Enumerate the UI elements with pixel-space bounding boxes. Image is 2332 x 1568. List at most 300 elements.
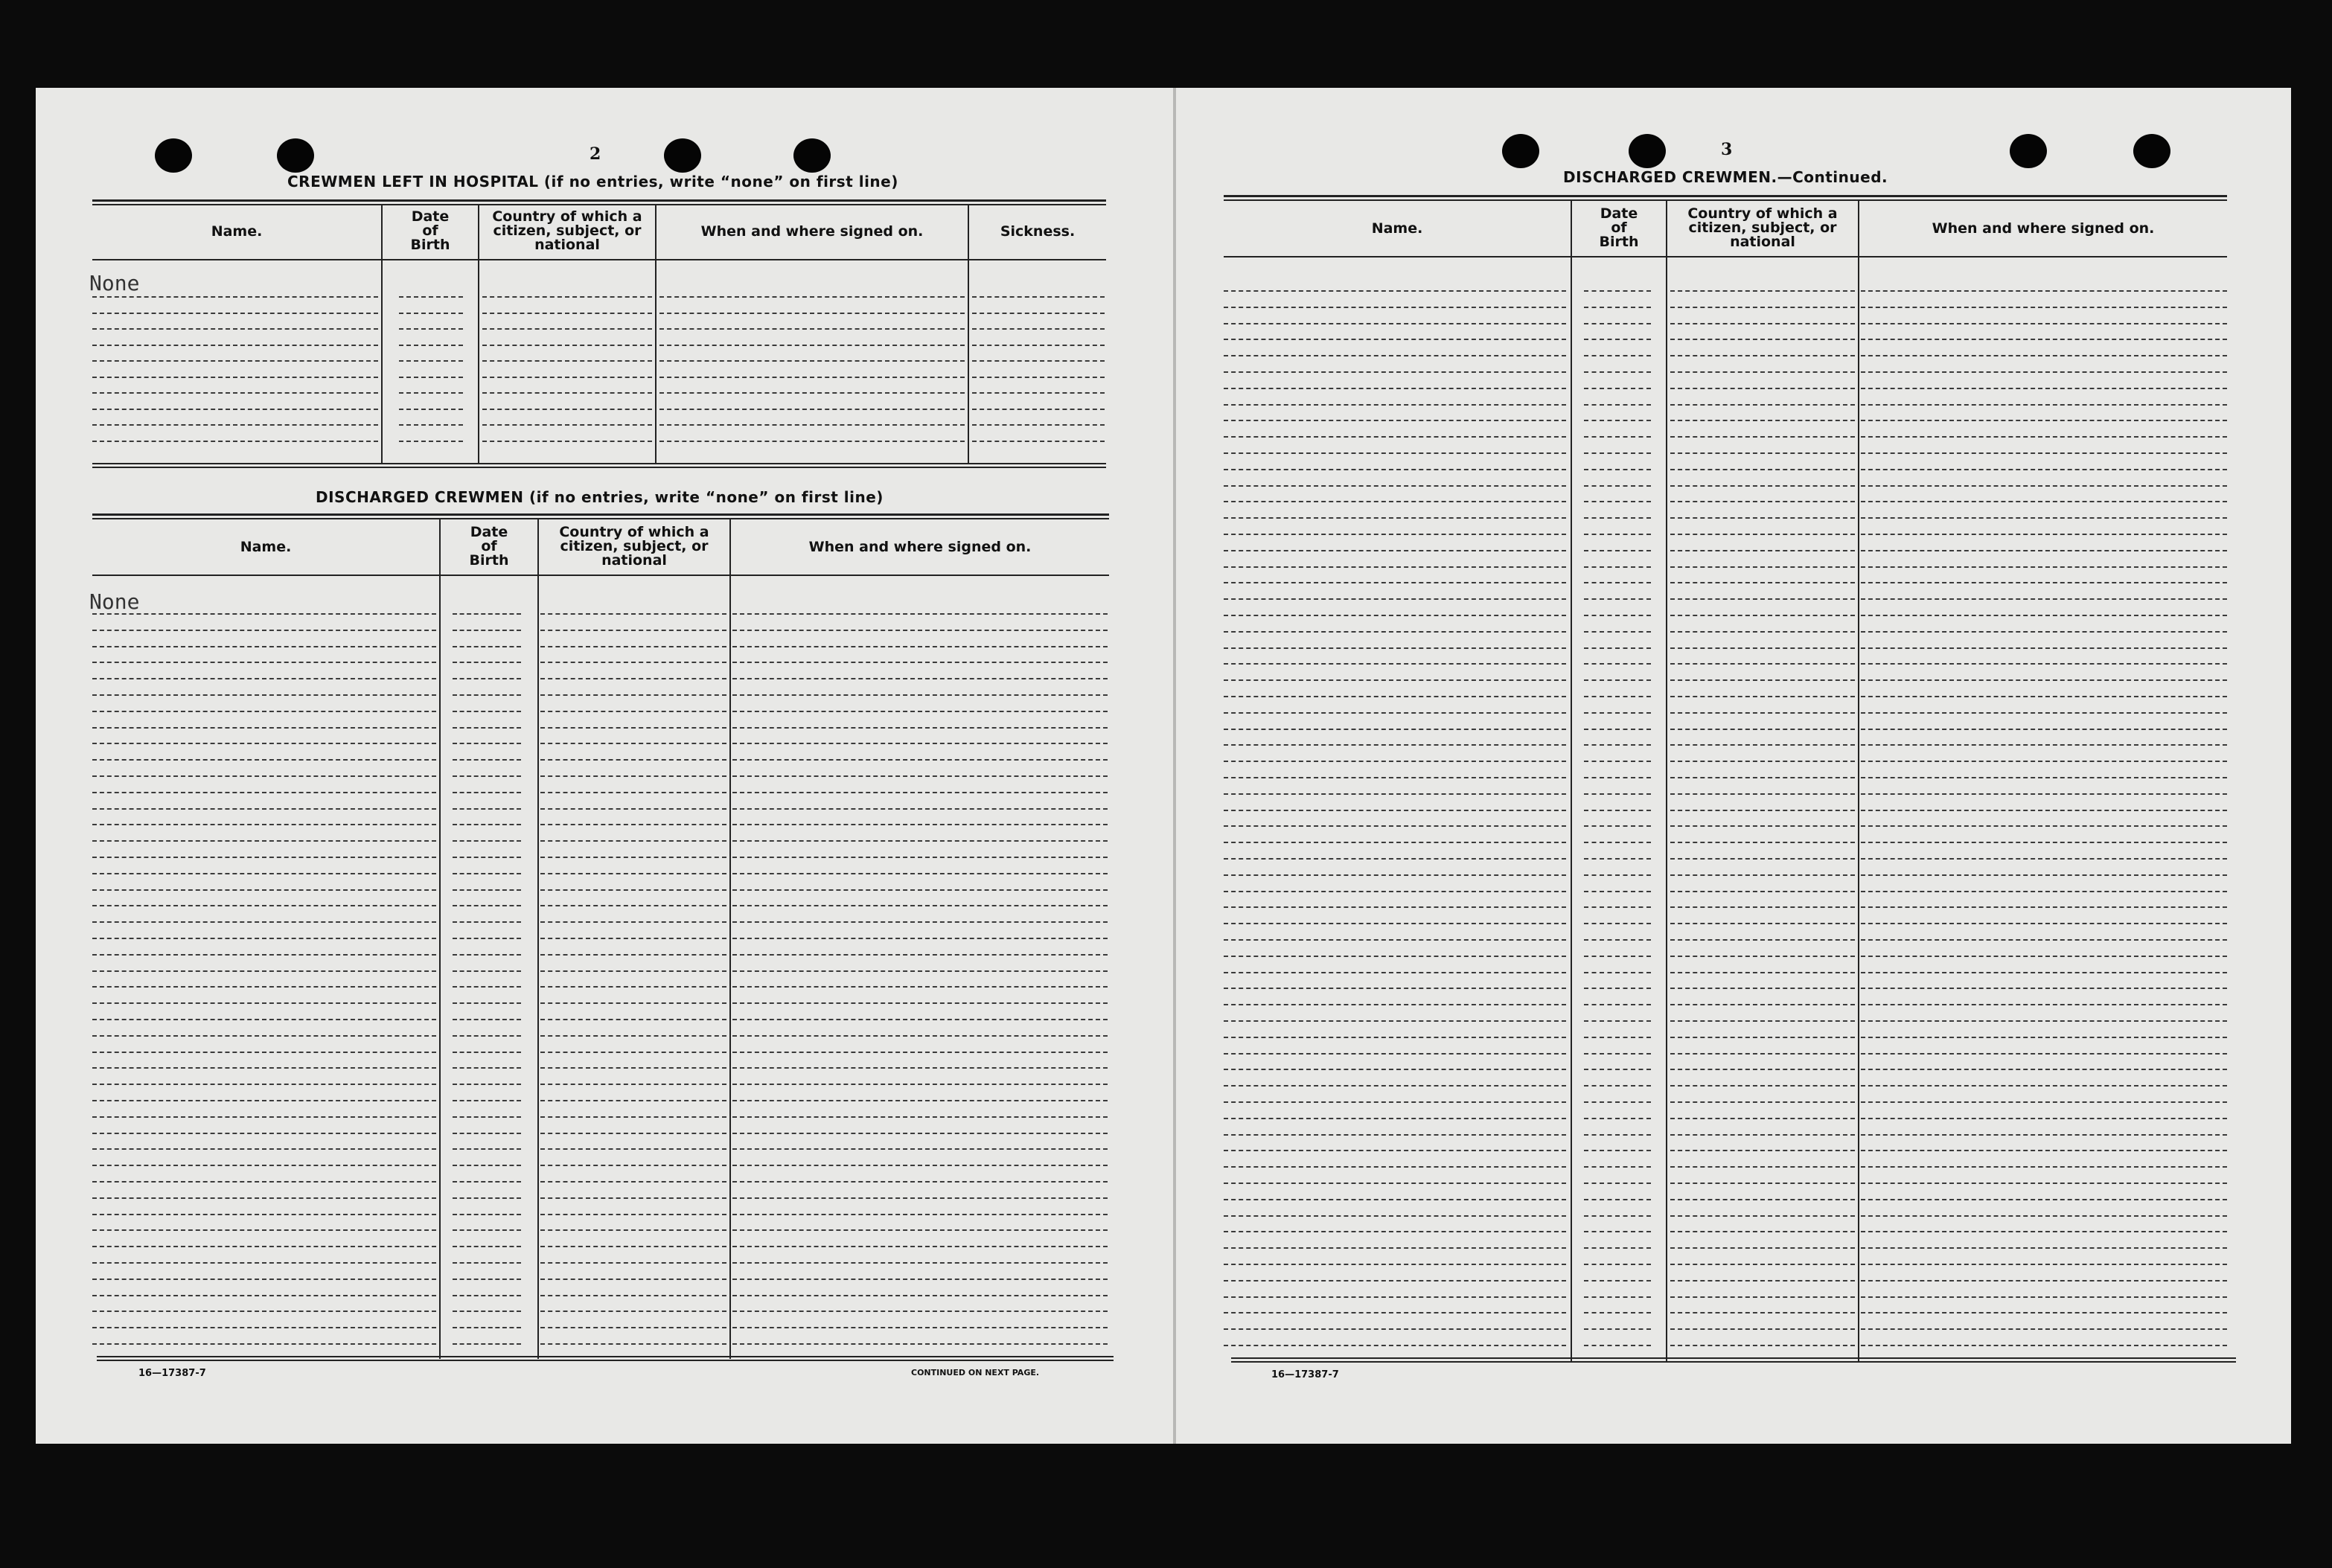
entry-line [482,345,652,346]
entry-line [1670,1199,1855,1200]
entry-line [453,1181,521,1183]
entry-line [1861,1150,2227,1151]
entry-line [1670,891,1855,892]
entry-line [92,743,436,744]
entry-line [1670,566,1855,568]
entry-line [659,328,965,330]
entry-line [453,792,521,793]
entry-line [1584,1280,1651,1281]
entry-line [1670,679,1855,681]
entry-line [1670,1345,1855,1346]
entry-line [1584,1069,1651,1070]
entry-line [1584,534,1651,535]
entry-line [1224,582,1566,583]
entry-line [732,986,1108,988]
entry-line [1584,712,1651,714]
entry-line [453,1116,521,1118]
entry-line [732,1229,1108,1231]
entry-line [453,857,521,858]
entry-line [732,889,1108,891]
entry-line [1584,956,1651,957]
entry-line [1861,988,2227,989]
entry-line [399,360,463,362]
entry-line [1584,323,1651,324]
entry-line [1224,501,1566,502]
entry-line [1584,1037,1651,1038]
entry-line [1861,874,2227,876]
entry-line [399,328,463,330]
entry-line [540,1100,726,1101]
entry-line [1224,1134,1566,1136]
entry-line [1861,371,2227,373]
entry-line [1584,1020,1651,1022]
entry-line [1670,598,1855,600]
entry-line [1584,485,1651,487]
entry-line [732,727,1108,729]
entry-line [1861,712,2227,714]
entry-line [972,392,1105,394]
entry-line [1861,501,2227,502]
entry-line [399,345,463,346]
entry-line [1224,323,1566,324]
entry-line [732,938,1108,939]
entry-line [732,1100,1108,1101]
entry-line [1584,436,1651,438]
entry-line [1861,388,2227,389]
entry-line [92,792,436,793]
entry-line [732,1214,1108,1215]
entry-line [1861,939,2227,941]
entry-line [1224,615,1566,616]
entry-line [1861,339,2227,340]
entry-line [1224,290,1566,292]
entry-line [1670,1215,1855,1217]
form-number: 16—17387-7 [1271,1369,1339,1380]
bottom-rule [97,1360,1114,1361]
entry-line [1584,663,1651,665]
entry-line [1861,1101,2227,1103]
entry-line [92,938,436,939]
entry-line [1861,1328,2227,1330]
entry-line [453,1052,521,1053]
entry-line [453,1165,521,1166]
entry-line [1670,663,1855,665]
entry-line [1584,290,1651,292]
entry-line [1224,1150,1566,1151]
entry-line [1670,1183,1855,1184]
entry-line [1670,906,1855,908]
entry-line [92,296,378,298]
entry-line [1584,631,1651,633]
entry-line [453,1343,521,1345]
entry-line [1584,923,1651,924]
entry-line [1861,1134,2227,1136]
entry-line [92,727,436,729]
entry-line [453,759,521,761]
entry-line [972,313,1105,314]
entry-line [540,1035,726,1037]
entry-line [540,1327,726,1328]
entry-line [453,1100,521,1101]
entry-line [92,1197,436,1199]
entry-line [732,857,1108,858]
entry-line [453,694,521,696]
entry-line [1584,1345,1651,1346]
header-rule [1224,256,2227,257]
hospital-section-title: CREWMEN LEFT IN HOSPITAL (if no entries, write “none” on first line) [287,173,898,191]
column-header-country: Country of which a citizen, subject, or national [559,524,709,569]
entry-line [92,441,378,442]
entry-line [1861,1231,2227,1232]
entry-line [92,905,436,906]
entry-line [92,1214,436,1215]
entry-line [1584,615,1651,616]
entry-line [1224,1020,1566,1022]
entry-line [1861,696,2227,697]
entry-line [732,954,1108,956]
entry-line [453,986,521,988]
entry-line [1224,956,1566,957]
entry-line [1861,1296,2227,1298]
entry-line [659,424,965,426]
entry-line [540,1279,726,1280]
punch-hole [277,138,314,173]
entry-line [1224,663,1566,665]
entry-line [482,296,652,298]
entry-line [1670,1020,1855,1022]
entry-line [732,711,1108,712]
entry-line [1584,404,1651,406]
entry-line [1861,679,2227,681]
entry-line [453,613,521,615]
entry-line [1584,1085,1651,1087]
entry-line [1224,858,1566,860]
entry-line [732,808,1108,810]
entry-line [732,824,1108,825]
column-divider [968,204,969,464]
entry-line [540,873,726,874]
entry-line [732,1246,1108,1247]
entry-line [1670,1280,1855,1281]
entry-line [1670,696,1855,697]
entry-line [1670,825,1855,827]
entry-line [1224,988,1566,989]
entry-line [1861,566,2227,568]
entry-line [1861,598,2227,600]
entry-line [1670,323,1855,324]
entry-line [1670,1004,1855,1005]
entry-line [732,1133,1108,1134]
entry-line [92,1165,436,1166]
entry-line [540,743,726,744]
entry-line [732,1343,1108,1345]
entry-line [92,1116,436,1118]
entry-line [1670,1328,1855,1330]
entry-line [1224,404,1566,406]
entry-line [1584,810,1651,811]
entry-line [1861,1166,2227,1168]
entry-line [92,313,378,314]
entry-line [1584,355,1651,356]
entry-line [92,1067,436,1069]
entry-line [1224,891,1566,892]
entry-line [1861,956,2227,957]
entry-line [1861,777,2227,778]
entry-line [1584,550,1651,551]
entry-line [540,727,726,729]
entry-line [1224,534,1566,535]
entry-line [453,711,521,712]
entry-line [732,921,1108,923]
entry-line [1224,1069,1566,1070]
column-header-dob: Date of Birth [469,524,509,569]
entry-line [1584,842,1651,843]
entry-line [92,775,436,777]
entry-line [972,424,1105,426]
entry-line [1861,1312,2227,1313]
entry-line [540,921,726,923]
entry-line [1861,1215,2227,1217]
entry-line [540,630,726,631]
entry-line [1224,307,1566,308]
entry-line [540,1148,726,1150]
entry-line [1670,388,1855,389]
entry-line [1670,729,1855,730]
entry-line [732,970,1108,972]
header-rule [92,259,1106,260]
column-header-signed-on: When and where signed on. [700,223,924,240]
entry-line [1584,777,1651,778]
entry-line [1224,761,1566,762]
entry-line [1224,1296,1566,1298]
entry-line [453,921,521,923]
entry-line [1861,825,2227,827]
entry-line [1224,1264,1566,1265]
entry-line [92,1279,436,1280]
entry-line [1670,452,1855,454]
entry-line [1584,1199,1651,1200]
entry-line [453,678,521,679]
entry-line [1224,469,1566,470]
entry-line [540,759,726,761]
entry-line [1584,858,1651,860]
punch-hole [2133,134,2170,168]
entry-line [540,1311,726,1312]
punch-hole [793,138,831,173]
entry-line [1584,582,1651,583]
entry-line [92,921,436,923]
entry-line [92,1052,436,1053]
entry-line [92,986,436,988]
entry-line [972,409,1105,410]
entry-line [1224,1231,1566,1232]
entry-line [1224,923,1566,924]
entry-line [1224,566,1566,568]
entry-line [732,613,1108,615]
punch-hole [155,138,192,173]
entry-line [1861,858,2227,860]
column-header-signed-on: When and where signed on. [1932,220,2155,237]
entry-line [1670,874,1855,876]
punch-hole [1629,134,1666,168]
entry-line [92,678,436,679]
entry-line [1224,842,1566,843]
entry-line [92,694,436,696]
entry-line [1861,972,2227,973]
entry-line [453,954,521,956]
entry-line [540,905,726,906]
entry-line [1224,1101,1566,1103]
entry-line [1670,858,1855,860]
entry-line [453,1148,521,1150]
entry-line [1670,355,1855,356]
entry-line [1584,696,1651,697]
entry-line [732,792,1108,793]
entry-line [453,1133,521,1134]
column-divider [1571,199,1572,1362]
entry-line [1584,988,1651,989]
entry-line [453,775,521,777]
entry-line [1584,939,1651,941]
entry-line [92,1327,436,1328]
column-divider [537,518,539,1359]
entry-line [732,1035,1108,1037]
entry-line [1861,517,2227,519]
entry-line [453,727,521,729]
entry-line [732,1148,1108,1150]
entry-line [399,441,463,442]
entry-line [92,360,378,362]
entry-line [1670,1150,1855,1151]
entry-line [1861,923,2227,924]
entry-line [1861,485,2227,487]
entry-line [453,1311,521,1312]
entry-line [1670,420,1855,421]
entry-line [1584,744,1651,746]
entry-line [1861,761,2227,762]
top-rule [92,199,1106,202]
entry-line [92,1019,436,1020]
entry-line [1670,1312,1855,1313]
entry-line [732,743,1108,744]
entry-line [1584,371,1651,373]
entry-line [1670,956,1855,957]
entry-line [1224,485,1566,487]
entry-line [540,1002,726,1004]
entry-line [540,1343,726,1345]
entry-line [92,377,378,378]
bottom-rule [1231,1357,2236,1359]
column-header-signed-on: When and where signed on. [808,539,1032,555]
entry-line [453,1002,521,1004]
entry-line [1584,972,1651,973]
entry-line [1670,712,1855,714]
entry-line [482,441,652,442]
entry-line [1584,1004,1651,1005]
entry-line [1670,307,1855,308]
entry-line [1584,874,1651,876]
header-rule [92,575,1109,576]
entry-line [453,808,521,810]
entry-line [1584,825,1651,827]
entry-line [1584,906,1651,908]
entry-line [1670,485,1855,487]
entry-line [732,1067,1108,1069]
column-header-name: Name. [1371,220,1423,237]
entry-line [1670,744,1855,746]
entry-line [1861,1264,2227,1265]
entry-line [972,360,1105,362]
entry-line [732,646,1108,647]
entry-line [540,1246,726,1247]
entry-line [1861,810,2227,811]
entry-line [92,646,436,647]
entry-line [1861,906,2227,908]
entry-line [1584,1215,1651,1217]
entry-line [1670,534,1855,535]
entry-line [732,1295,1108,1296]
entry-line [1584,1101,1651,1103]
entry-line [453,1246,521,1247]
top-rule [1224,195,2227,197]
entry-line [1224,339,1566,340]
entry-line [1861,290,2227,292]
form-number: 16—17387-7 [138,1368,206,1379]
entry-line [1670,647,1855,649]
entry-line [92,1002,436,1004]
punch-hole [1502,134,1539,168]
entry-line [92,1246,436,1247]
entry-line [1861,1183,2227,1184]
handwritten-entry: None [89,271,140,295]
entry-line [453,1067,521,1069]
entry-line [1670,1069,1855,1070]
entry-line [1670,761,1855,762]
entry-line [1861,436,2227,438]
entry-line [1670,1101,1855,1103]
entry-line [732,1262,1108,1264]
entry-line [732,759,1108,761]
entry-line [1224,874,1566,876]
entry-line [1584,566,1651,568]
entry-line [1584,1231,1651,1232]
entry-line [1224,810,1566,811]
entry-line [92,1148,436,1150]
entry-line [732,1279,1108,1280]
entry-line [1670,339,1855,340]
entry-line [540,1116,726,1118]
entry-line [453,1279,521,1280]
entry-line [732,630,1108,631]
entry-line [732,1116,1108,1118]
entry-line [453,1295,521,1296]
entry-line [1224,679,1566,681]
entry-line [1861,729,2227,730]
column-divider [1858,199,1859,1362]
entry-line [92,1262,436,1264]
entry-line [1584,891,1651,892]
entry-line [540,1295,726,1296]
bottom-rule [1231,1361,2236,1363]
entry-line [453,743,521,744]
entry-line [399,409,463,410]
entry-line [540,938,726,939]
continued-note: CONTINUED ON NEXT PAGE. [911,1368,1040,1377]
entry-line [1584,729,1651,730]
entry-line [399,313,463,314]
entry-line [1584,1134,1651,1136]
entry-line [453,1197,521,1199]
